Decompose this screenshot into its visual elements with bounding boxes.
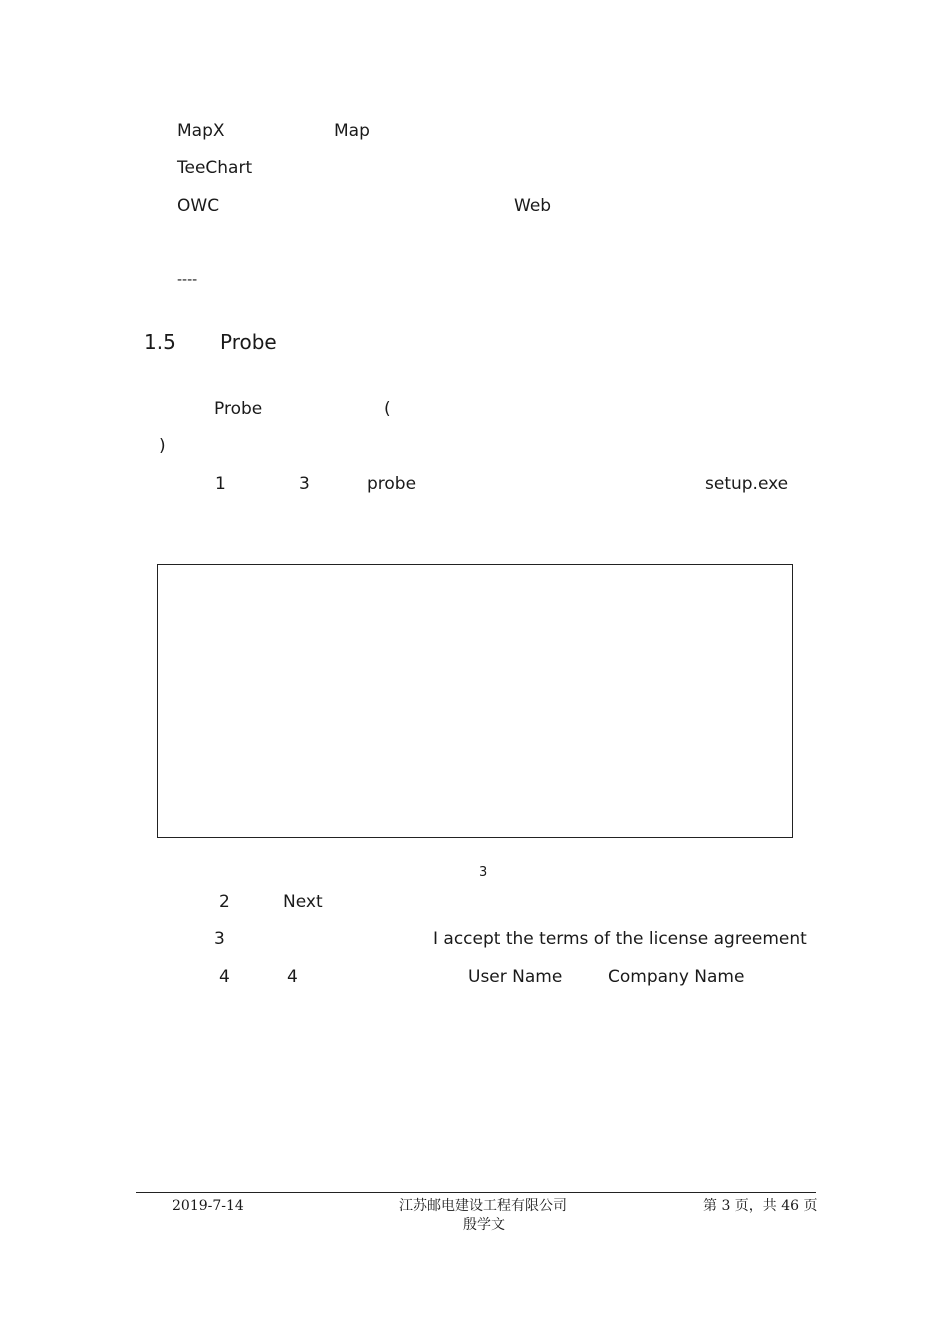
step2-next: Next	[283, 892, 323, 912]
step4-company-name: Company Name	[608, 967, 745, 987]
step4-user-name: User Name	[468, 967, 563, 987]
step3-accept-license: I accept the terms of the license agreement	[433, 929, 807, 949]
list-item-owc: OWC	[177, 196, 220, 216]
list-item-teechart: TeeChart	[177, 158, 253, 178]
para-open-paren: (	[384, 399, 391, 419]
footer-date: 2019-7-14	[172, 1198, 244, 1214]
step1-figure-ref: 3	[299, 474, 310, 494]
list-item-map: Map	[334, 121, 370, 141]
step1-probe: probe	[367, 474, 417, 494]
footer-author: 殷学文	[463, 1217, 505, 1233]
step2-number: 2	[219, 892, 230, 912]
section-title: Probe	[220, 330, 277, 354]
step4-figure-ref: 4	[287, 967, 298, 987]
step1-setup-exe: setup.exe	[705, 474, 789, 494]
step3-number: 3	[214, 929, 225, 949]
section-number: 1.5	[144, 330, 176, 354]
step4-number: 4	[219, 967, 230, 987]
footer-company: 江苏邮电建设工程有限公司	[399, 1198, 567, 1214]
figure-image-frame	[157, 564, 793, 838]
para-probe: Probe	[214, 399, 263, 419]
list-item-web: Web	[514, 196, 552, 216]
para-close-paren: )	[159, 436, 166, 456]
dashes-line: ----	[177, 272, 198, 288]
footer-page-number: 第 3 页，共 46 页	[703, 1198, 818, 1214]
list-item-mapx: MapX	[177, 121, 225, 141]
footer-divider	[136, 1192, 816, 1193]
figure-caption-number: 3	[479, 865, 488, 880]
step1-number: 1	[215, 474, 226, 494]
